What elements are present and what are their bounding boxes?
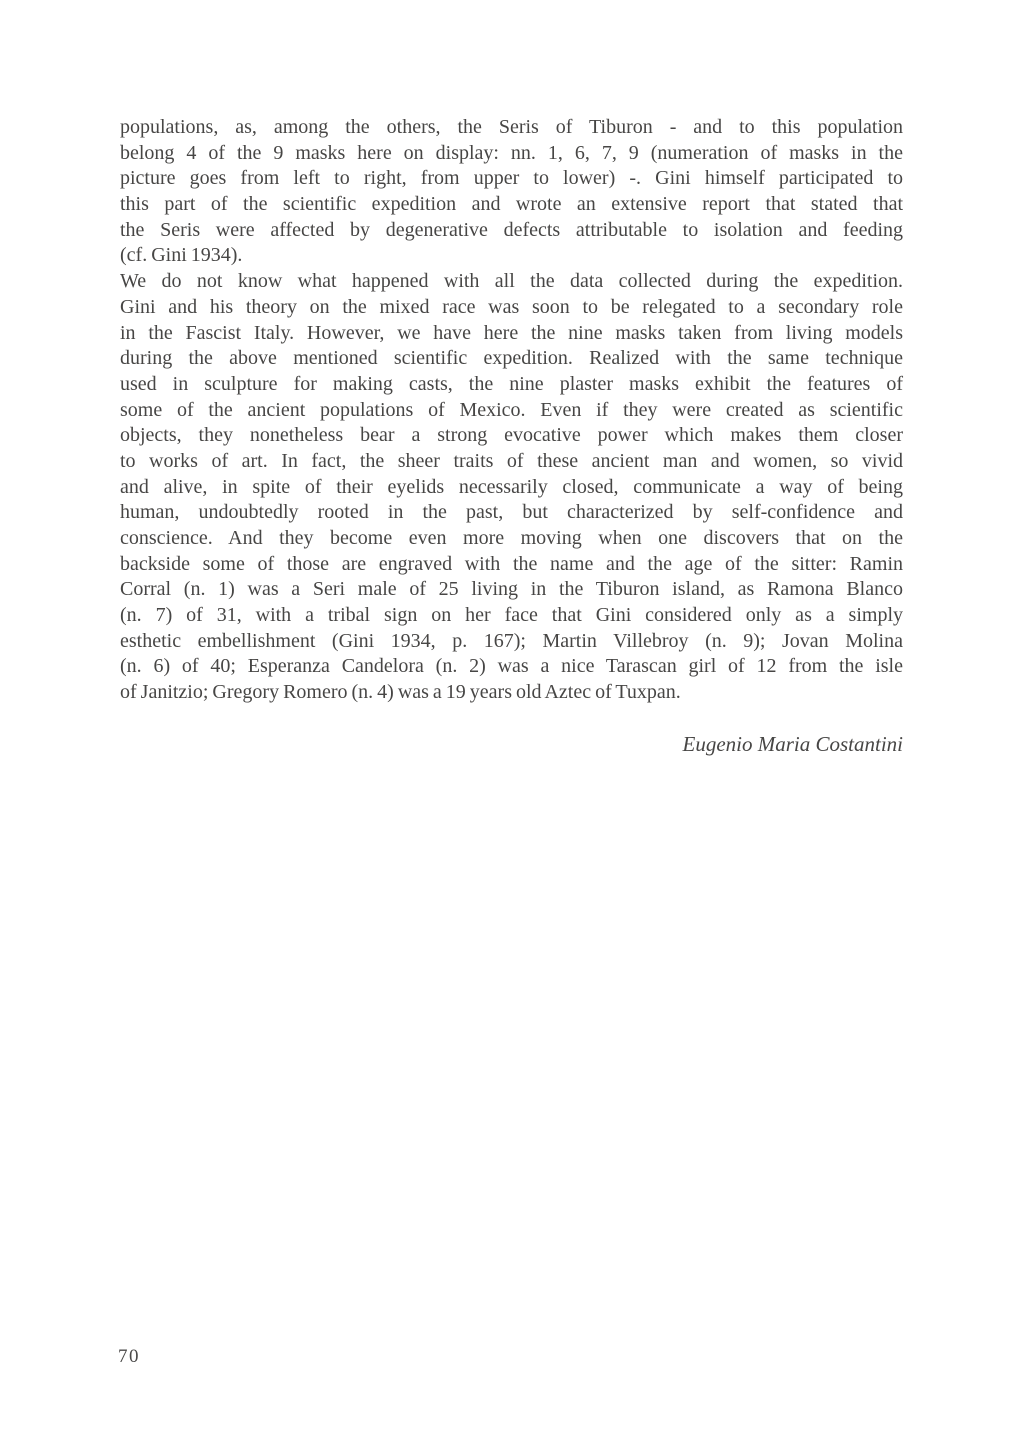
body-text-line: picture goes from left to right, from upper to lower) -. Gini himself participated to <box>120 167 903 190</box>
body-text-line: backside some of those are engraved with the name and the age of the sitter: Ramin <box>120 552 903 575</box>
body-text-line: populations, as, among the others, the Seris of Tiburon - and to this population <box>120 116 903 138</box>
body-text-line: human, undoubtedly rooted in the past, but characterized by self-confidence and <box>120 501 903 524</box>
body-text-line: some of the ancient populations of Mexico. Even if they were created as scientific <box>120 398 903 421</box>
body-text-line: Corral (n. 1) was a Seri male of 25 living in the Tiburon island, as Ramona Blanco <box>120 578 903 601</box>
body-text-line: objects, they nonetheless bear a strong evocative power which makes them closer <box>120 424 903 447</box>
body-text-line: the Seris were affected by degenerative defects attributable to isolation and feeding <box>120 218 903 241</box>
body-text-line: (cf. Gini 1934). <box>120 244 243 267</box>
body-text-line: We do not know what happened with all the data collected during the expedition. <box>120 270 903 293</box>
body-text-line: of Janitzio; Gregory Romero (n. 4) was a 19 years old Aztec of Tuxpan. <box>120 681 681 704</box>
body-text-line: to works of art. In fact, the sheer traits of these ancient man and women, so vivid <box>120 449 903 472</box>
body-text-line: (n. 6) of 40; Esperanza Candelora (n. 2) was a nice Tarascan girl of 12 from the isle <box>120 655 903 678</box>
page-number: 70 <box>118 1346 140 1367</box>
body-text-block <box>120 115 903 706</box>
body-text-line: this part of the scientific expedition and wrote an extensive report that stated that <box>120 193 903 216</box>
body-text-line: and alive, in spite of their eyelids necessarily closed, communicate a way of being <box>120 475 903 498</box>
body-text-line: esthetic embellishment (Gini 1934, p. 167); Martin Villebroy (n. 9); Jovan Molina <box>120 629 903 652</box>
author-signature: Eugenio Maria Costantini <box>682 732 903 756</box>
body-text-line: in the Fascist Italy. However, we have here the nine masks taken from living models <box>120 321 903 344</box>
body-text-line: used in sculpture for making casts, the nine plaster masks exhibit the features of <box>120 372 903 395</box>
body-text-line: Gini and his theory on the mixed race was soon to be relegated to a secondary role <box>120 295 903 318</box>
body-text-line: (n. 7) of 31, with a tribal sign on her face that Gini considered only as a simply <box>120 604 903 627</box>
body-text-line: belong 4 of the 9 masks here on display: nn. 1, 6, 7, 9 (numeration of masks in the <box>120 141 903 164</box>
body-text-line: during the above mentioned scientific expedition. Realized with the same technique <box>120 347 903 370</box>
body-text-line: conscience. And they become even more moving when one discovers that on the <box>120 527 903 549</box>
